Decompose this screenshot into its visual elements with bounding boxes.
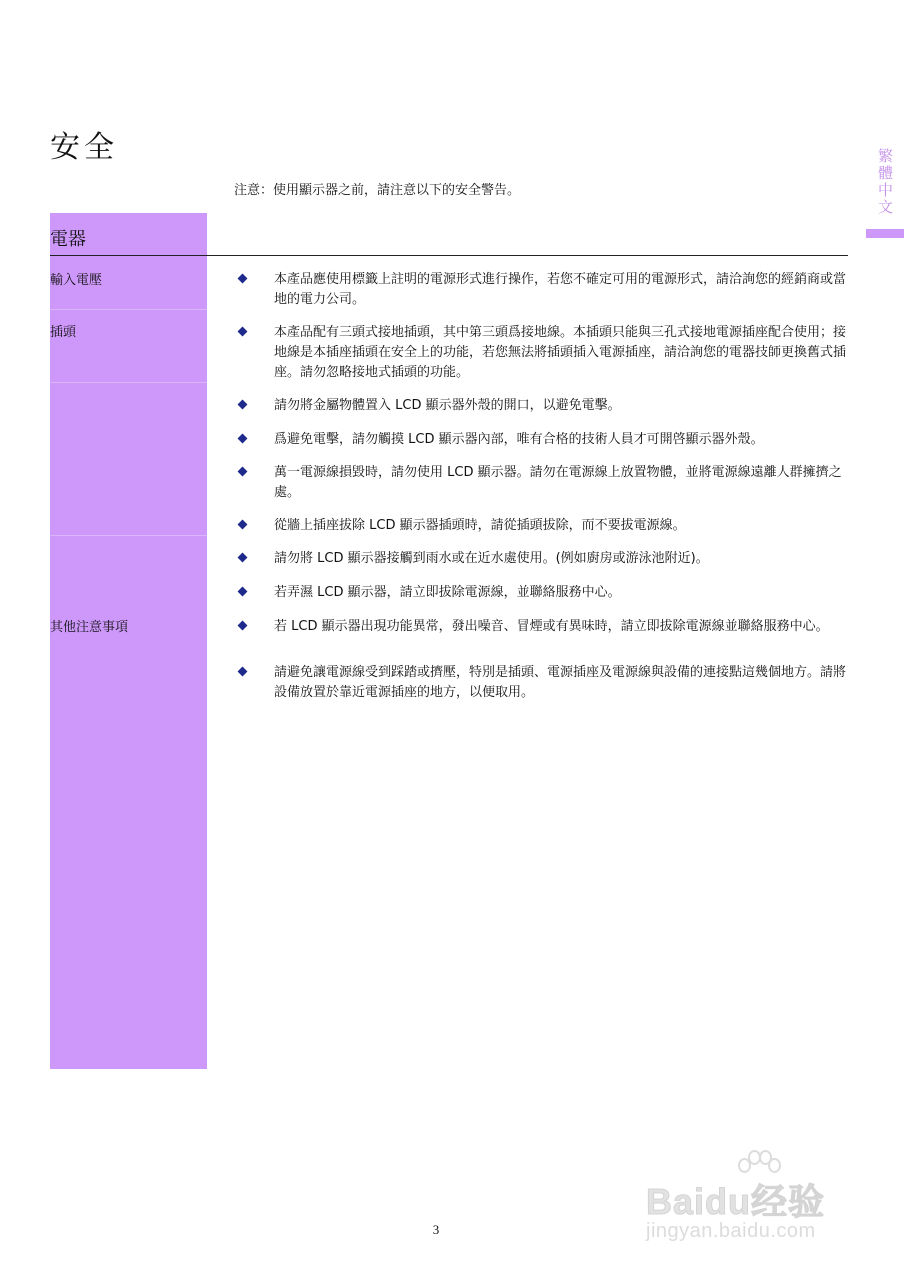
bullet-text: 本產品應使用標籤上註明的電源形式進行操作，若您不確定可用的電源形式，請洽詢您的經銷商或當地的電力公司。 xyxy=(274,272,847,307)
watermark-logo-text: Baidu经验 xyxy=(646,1181,826,1222)
column-divider xyxy=(50,535,207,536)
diamond-bullet-icon xyxy=(238,553,248,563)
page-title: 安全 xyxy=(50,130,118,165)
diamond-bullet-icon xyxy=(238,520,248,530)
watermark-url: jingyan.baidu.com xyxy=(646,1220,816,1242)
bullet-text: 請避免讓電源線受到踩踏或擠壓，特別是插頭、電源插座及電源線與設備的連接點這幾個地方。請將設備放置於靠近電源插座的地方，以便取用。 xyxy=(274,665,847,700)
bullet-item xyxy=(237,323,849,383)
bullet-item xyxy=(237,270,849,310)
bullet-item xyxy=(237,617,849,637)
bullet-text: 從牆上插座拔除 LCD 顯示器插頭時，請從插頭拔除，而不要拔電源線。 xyxy=(274,518,686,533)
side-tab-bar xyxy=(866,229,904,238)
intro-note: 注意：使用顯示器之前，請注意以下的安全警告。 xyxy=(234,183,521,198)
header-rule xyxy=(50,255,848,256)
bullet-text: 請勿將 LCD 顯示器接觸到雨水或在近水處使用。(例如廚房或游泳池附近)。 xyxy=(274,551,709,566)
bullet-item xyxy=(237,549,849,569)
baidu-watermark xyxy=(646,1148,852,1248)
page-number: 3 xyxy=(432,1222,440,1237)
column-divider xyxy=(50,309,207,310)
bullet-item xyxy=(237,463,849,503)
diamond-bullet-icon xyxy=(238,467,248,477)
bullet-item xyxy=(237,396,849,416)
bullet-text: 萬一電源線損毀時，請勿使用 LCD 顯示器。請勿在電源線上放置物體，並將電源線遠離人群擁擠之處。 xyxy=(274,465,842,500)
bullet-item xyxy=(237,663,849,703)
diamond-bullet-icon xyxy=(238,667,248,677)
bullet-text: 若弄濕 LCD 顯示器，請立即拔除電源線，並聯絡服務中心。 xyxy=(274,585,621,600)
bullet-text: 請勿將金屬物體置入 LCD 顯示器外殼的開口，以避免電擊。 xyxy=(274,398,621,413)
language-side-tab: 繁體中文 xyxy=(876,148,894,216)
diamond-bullet-icon xyxy=(238,327,248,337)
column-divider xyxy=(50,382,207,383)
category-label-plug: 插頭 xyxy=(50,325,77,340)
category-label-other: 其他注意事項 xyxy=(50,620,129,635)
diamond-bullet-icon xyxy=(238,400,248,410)
bullet-item xyxy=(237,516,849,536)
bullet-text: 爲避免電擊，請勿觸摸 LCD 顯示器內部，唯有合格的技術人員才可開啓顯示器外殼。 xyxy=(274,432,764,447)
diamond-bullet-icon xyxy=(238,434,248,444)
diamond-bullet-icon xyxy=(238,274,248,284)
bullet-text: 本產品配有三頭式接地插頭，其中第三頭爲接地線。本插頭只能與三孔式接地電源插座配合使用；接地線是本插座插頭在安全上的功能，若您無法將插頭插入電源插座，請洽詢您的電器技師更換舊式插座。請勿忽略接地式插頭的功能。 xyxy=(274,325,847,380)
bullet-item xyxy=(237,583,849,603)
category-label-voltage: 輸入電壓 xyxy=(50,273,103,288)
diamond-bullet-icon xyxy=(238,587,248,597)
bullet-text: 若 LCD 顯示器出現功能異常，發出噪音、冒煙或有異味時，請立即拔除電源線並聯絡服務中心。 xyxy=(274,619,829,634)
diamond-bullet-icon xyxy=(238,621,248,631)
section-title: 電器 xyxy=(50,229,86,250)
bullet-item xyxy=(237,430,849,450)
